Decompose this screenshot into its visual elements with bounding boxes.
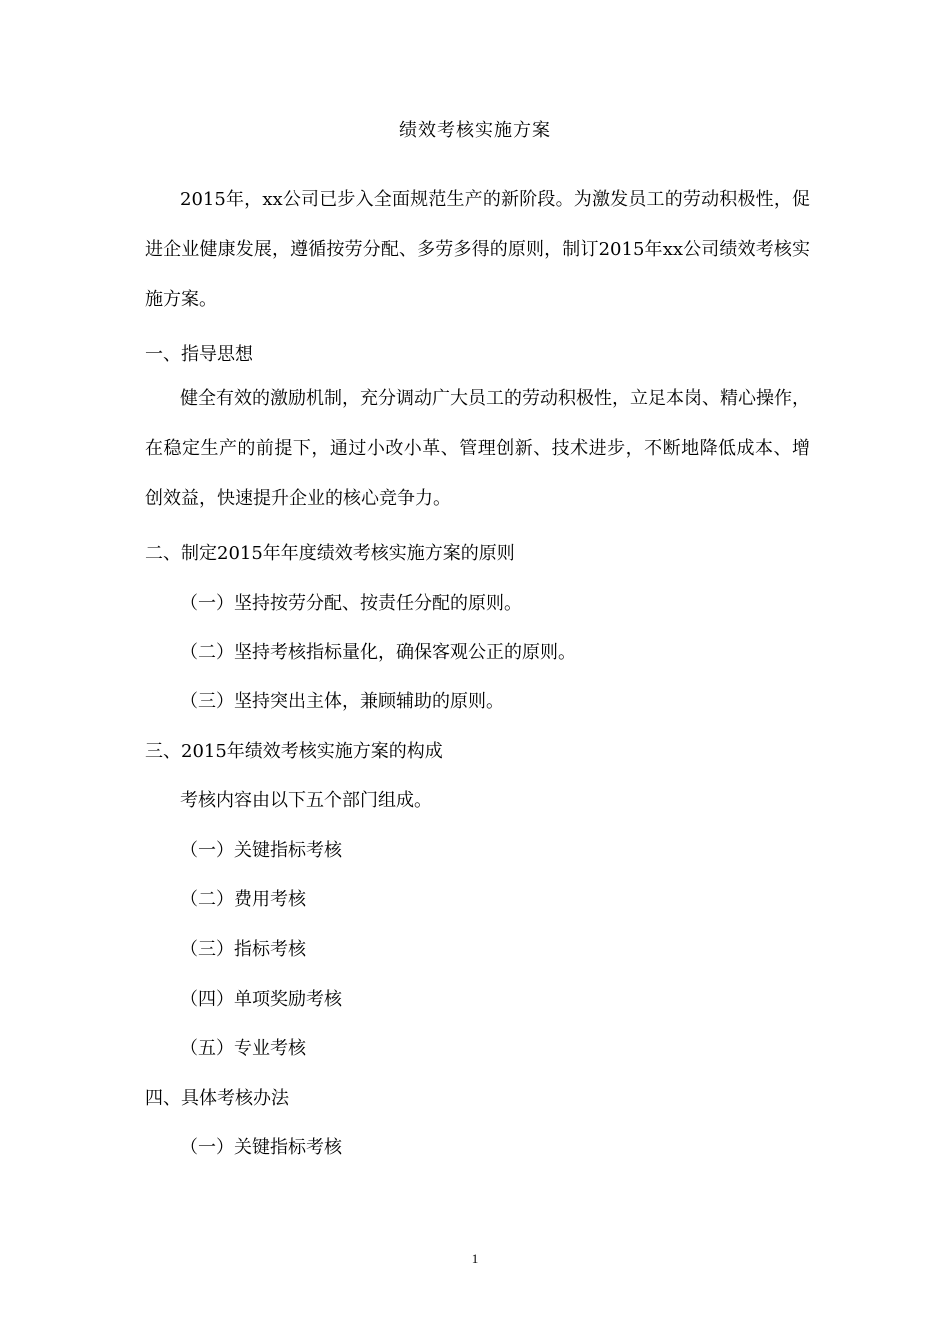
page-number: 1: [471, 1251, 479, 1266]
section-3-lead: 考核内容由以下五个部门组成。: [180, 790, 432, 811]
section-heading-1: 一、指导思想: [145, 344, 253, 365]
document-title: 绩效考核实施方案: [399, 120, 551, 141]
intro-paragraph: 2015年，xx公司已步入全面规范生产的新阶段。为激发员工的劳动积极性，促进企业健康发展，遵循按劳分配、多劳多得的原则，制订2015年xx公司绩效考核实施方案。: [145, 189, 810, 310]
section-heading-3: 三、2015年绩效考核实施方案的构成: [145, 741, 443, 762]
section-3-item-2: （二）费用考核: [180, 889, 306, 910]
section-4-item-1: （一）关键指标考核: [180, 1137, 342, 1158]
section-2-item-1: （一）坚持按劳分配、按责任分配的原则。: [180, 593, 522, 614]
section-2-item-2: （二）坚持考核指标量化，确保客观公正的原则。: [180, 642, 576, 663]
section-3-item-3: （三）指标考核: [180, 939, 306, 960]
section-3-item-5: （五）专业考核: [180, 1038, 306, 1059]
section-3-item-4: （四）单项奖励考核: [180, 989, 342, 1010]
section-3-item-1: （一）关键指标考核: [180, 840, 342, 861]
section-heading-2: 二、制定2015年年度绩效考核实施方案的原则: [145, 543, 515, 564]
section-2-item-3: （三）坚持突出主体，兼顾辅助的原则。: [180, 691, 504, 712]
section-1-body: 健全有效的激励机制，充分调动广大员工的劳动积极性，立足本岗、精心操作，在稳定生产的前提下，通过小改小革、管理创新、技术进步，不断地降低成本、增创效益，快速提升企业的核心竞争力。: [145, 388, 810, 509]
section-heading-4: 四、具体考核办法: [145, 1088, 289, 1109]
